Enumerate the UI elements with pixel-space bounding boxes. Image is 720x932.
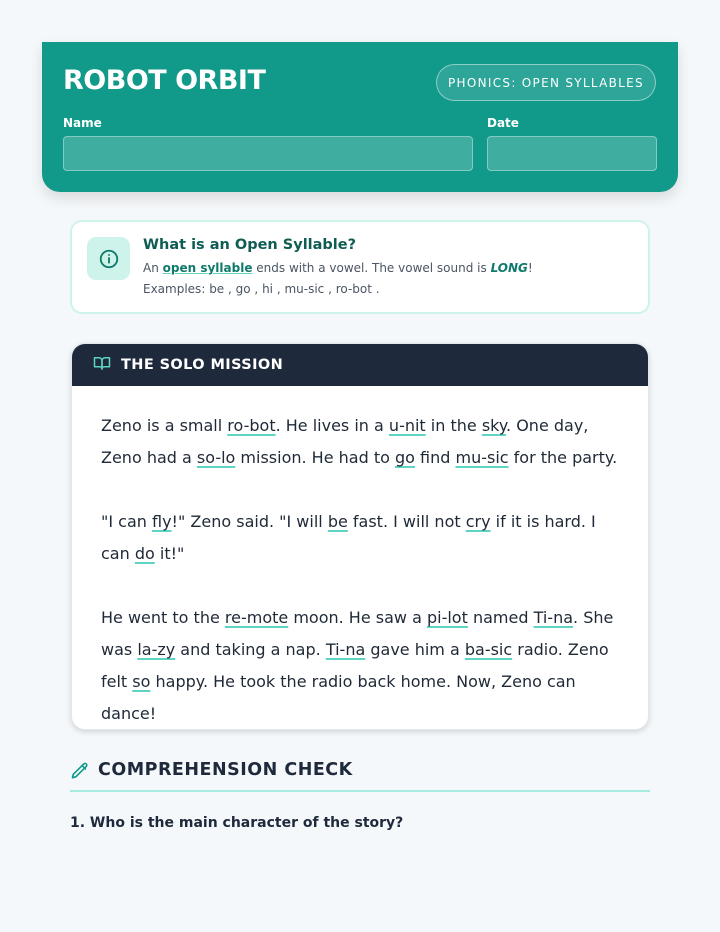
example-word: ro-bot <box>335 282 372 296</box>
examples-list: be , go , hi , mu-sic , ro-bot . <box>209 282 380 296</box>
story-text-segment: mission. He had to <box>235 448 395 467</box>
story-text-segment: . One day, Zeno had a <box>101 416 589 467</box>
long-emphasis: LONG <box>490 261 528 275</box>
story-text-segment: fast. I will not <box>347 512 466 531</box>
date-label: Date <box>487 116 519 130</box>
example-word: mu-sic <box>284 282 325 296</box>
story-text-segment: He went to the <box>101 608 225 627</box>
example-word: be <box>209 282 225 296</box>
comprehension-header <box>70 758 650 792</box>
open-syllable-word: go <box>394 448 415 467</box>
story-text-segment: and taking a nap. <box>175 640 326 659</box>
example-word: hi <box>262 282 274 296</box>
comprehension-title: COMPREHENSION CHECK <box>98 760 353 780</box>
example-word: go <box>235 282 251 296</box>
story-title: THE SOLO MISSION <box>121 357 284 373</box>
open-syllable-word: cry <box>465 512 491 531</box>
story-text-segment: . She was <box>101 608 614 659</box>
worksheet-header <box>42 42 678 192</box>
open-syllable-word: so <box>132 672 151 691</box>
name-input[interactable] <box>63 136 473 171</box>
story-text-segment: gave him a <box>365 640 465 659</box>
story-paragraph <box>101 410 619 474</box>
open-syllable-word: do <box>134 544 155 563</box>
examples-label: Examples: <box>143 282 206 296</box>
story-text-segment: moon. He saw a <box>288 608 427 627</box>
book-icon <box>93 354 111 376</box>
story-text-segment: radio. Zeno felt <box>101 640 609 691</box>
open-syllable-word: re-mote <box>224 608 289 627</box>
open-syllable-word: mu-sic <box>455 448 509 467</box>
definition-suffix: ! <box>527 261 533 275</box>
open-syllable-word: so-lo <box>196 448 236 467</box>
story-text-segment: it!" <box>154 544 185 563</box>
story-header <box>72 344 648 386</box>
info-examples <box>143 282 380 296</box>
story-text <box>72 386 648 730</box>
definition-middle: ends with a vowel. The vowel sound is <box>252 261 491 275</box>
story-text-segment: for the party. <box>508 448 618 467</box>
story-text-segment: Zeno is a small <box>101 416 228 435</box>
story-text-segment: "I can <box>101 512 152 531</box>
name-label: Name <box>63 116 102 130</box>
info-icon <box>87 237 130 280</box>
info-definition <box>143 261 533 275</box>
story-text-segment: . He lives in a <box>275 416 389 435</box>
story-text-segment: happy. He took the radio back home. Now, Zeno can dance! <box>101 672 576 723</box>
open-syllable-term: open syllable <box>162 261 253 275</box>
date-input[interactable] <box>487 136 657 171</box>
info-card <box>70 220 650 314</box>
open-syllable-word: la-zy <box>137 640 176 659</box>
story-paragraph <box>101 506 619 570</box>
open-syllable-word: ba-sic <box>464 640 513 659</box>
open-syllable-word: pi-lot <box>426 608 468 627</box>
pencil-icon <box>70 761 90 785</box>
info-title: What is an Open Syllable? <box>143 237 357 253</box>
phonics-badge: PHONICS: OPEN SYLLABLES <box>436 64 656 101</box>
open-syllable-word: sky <box>481 416 507 435</box>
story-text-segment: if it is hard. I can <box>101 512 596 563</box>
story-text-segment: !" Zeno said. "I will <box>171 512 328 531</box>
story-text-segment: in the <box>425 416 482 435</box>
story-paragraph <box>101 602 619 730</box>
open-syllable-word: Ti-na <box>325 640 366 659</box>
open-syllable-word: ro-bot <box>227 416 276 435</box>
question-1: 1. Who is the main character of the story? <box>70 815 404 831</box>
story-text-segment: named <box>467 608 534 627</box>
story-text-segment: find <box>414 448 456 467</box>
open-syllable-word: Ti-na <box>533 608 574 627</box>
open-syllable-word: u-nit <box>388 416 426 435</box>
story-card <box>71 343 649 730</box>
definition-prefix: An <box>143 261 163 275</box>
worksheet-title: ROBOT ORBIT <box>63 65 266 96</box>
open-syllable-word: fly <box>152 512 172 531</box>
open-syllable-word: be <box>327 512 348 531</box>
